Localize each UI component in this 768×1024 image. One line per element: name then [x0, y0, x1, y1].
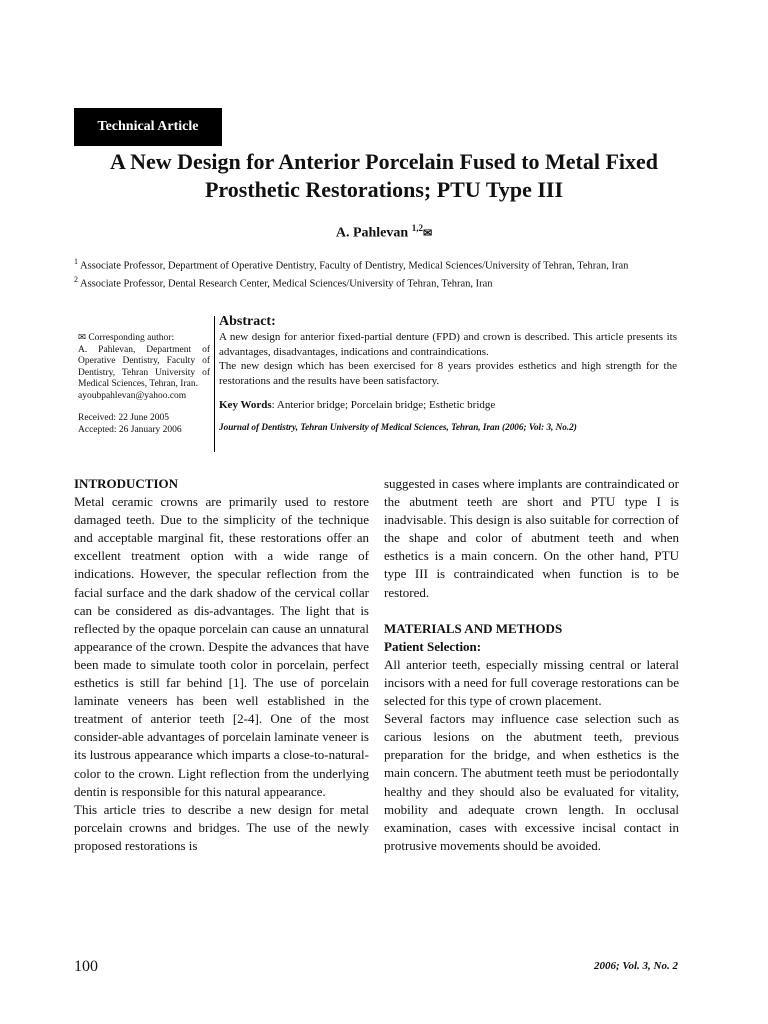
abstract-heading: Abstract:: [219, 314, 276, 329]
title-line-1: A New Design for Anterior Porcelain Fused to Metal Fixed: [109, 149, 659, 174]
introduction-heading: INTRODUCTION: [74, 476, 179, 491]
body-column-right: [384, 475, 679, 855]
affiliations: [74, 256, 692, 291]
abstract-section: [219, 313, 677, 433]
abstract-divider: [214, 316, 215, 452]
introduction-paragraph-1: Metal ceramic crowns are primarily used to restore damaged teeth. Due to the simplicity of the technique and acceptable marginal fit, these restorations offer an excellent treatment option with a wide range of indications. However, the specular reflection from the facial surface and the dark shadow of the cervical collar can be considered as dis-advantages. The light that is reflected by the opaque porcelain can cause an unnatural appearance of the crown. Despite the advances that have been made to simulate tooth color in porcelain, perfect esthetics is still far behind [1]. The use of porcelain laminate veneers has been well established in the treatment of anterior teeth [2-4]. One of the most consider-able advantages of porcelain laminate veneer is its lustrous appearance which imparts a close-to-natural-color to the crown. Light reflection from the underlying dentin is responsible for this natural appearance.: [74, 494, 369, 799]
author-affil-sup: 1,2: [411, 223, 423, 233]
title-line-2: Prosthetic Restorations; PTU Type III: [204, 177, 564, 202]
abstract-paragraph-2: The new design which has been exercised for 8 years provides esthetics and high strength for the restorations and the results have been satisfactory.: [219, 360, 677, 387]
body-column-left: [74, 475, 369, 855]
author-name: A. Pahlevan: [335, 225, 409, 241]
introduction-paragraph-2: This article tries to describe a new design for metal porcelain crowns and bridges. The use of the newly proposed restorations is: [74, 801, 369, 853]
accepted-date: Accepted: 26 January 2006: [78, 424, 182, 435]
right-paragraph-3: Several factors may influence case selection such as carious lesions on the abutment teeth, previous preparation for the bridge, and when esthetics is the main concern. The abutment teeth must be periodontally healthy and they should also be evaluated for vitality, mobility and adequate crown length. In occlusal examination, cases with excessive incisal contact in protrusive movements should be avoided.: [384, 711, 679, 853]
keywords-text: : Anterior bridge; Porcelain bridge; Esthetic bridge: [271, 399, 496, 411]
methods-heading: MATERIALS AND METHODS: [384, 620, 563, 636]
author-line: [0, 223, 768, 242]
affiliation-text: Associate Professor, Dental Research Center, Medical Sciences/University of Tehran, Tehran, Iran: [80, 278, 493, 289]
corresponding-address: A. Pahlevan, Department of Operative Dentistry, Faculty of Dentistry, Tehran University of Medical Sciences, Tehran, Iran.: [78, 344, 210, 389]
affiliation-num: 2: [74, 274, 78, 284]
corresponding-email[interactable]: ayoubpahlevan@yahoo.com: [78, 390, 187, 401]
received-date: Received: 22 June 2005: [78, 413, 170, 423]
article-title: [40, 148, 728, 204]
article-type-badge: Technical Article: [74, 108, 222, 146]
corresponding-label: Corresponding author:: [88, 333, 175, 343]
right-paragraph-1: suggested in cases where implants are contraindicated or the abutment teeth are short and PTU type I is inadvisable. This design is also suitable for correction of the shape and color of abutment teeth and when esthetics is a main concern. On the other hand, PTU type III is contraindicated when function is to be restored.: [384, 476, 679, 600]
affiliation-num: 1: [74, 257, 78, 266]
affiliation-1: [74, 256, 692, 273]
abstract-paragraph-1: A new design for anterior fixed-partial denture (FPD) and crown is described. This article presents its advantages, disadvantages, indications and contraindications.: [219, 331, 677, 358]
patient-selection-heading: Patient Selection:: [384, 638, 482, 654]
keywords-label: Key Words: [219, 399, 272, 411]
keywords: [219, 398, 677, 413]
journal-citation: Journal of Dentistry, Tehran University of Medical Sciences, Tehran, Iran (2006; Vol: 3, No.2): [219, 421, 577, 432]
page-number: 100: [74, 958, 98, 975]
issue-info: 2006; Vol. 3, No. 2: [593, 960, 678, 972]
right-paragraph-2: All anterior teeth, especially missing central or lateral incisors with a need for full coverage restorations can be selected for this type of crown placement.: [384, 656, 679, 709]
envelope-icon: ✉: [422, 227, 433, 240]
envelope-icon: ✉: [78, 333, 86, 343]
affiliation-2: [74, 274, 692, 291]
affiliation-text: Associate Professor, Department of Operative Dentistry, Faculty of Dentistry, Medical Sciences/University of Tehran, Tehran, Iran: [80, 260, 629, 272]
correspondence-box: [78, 333, 210, 436]
